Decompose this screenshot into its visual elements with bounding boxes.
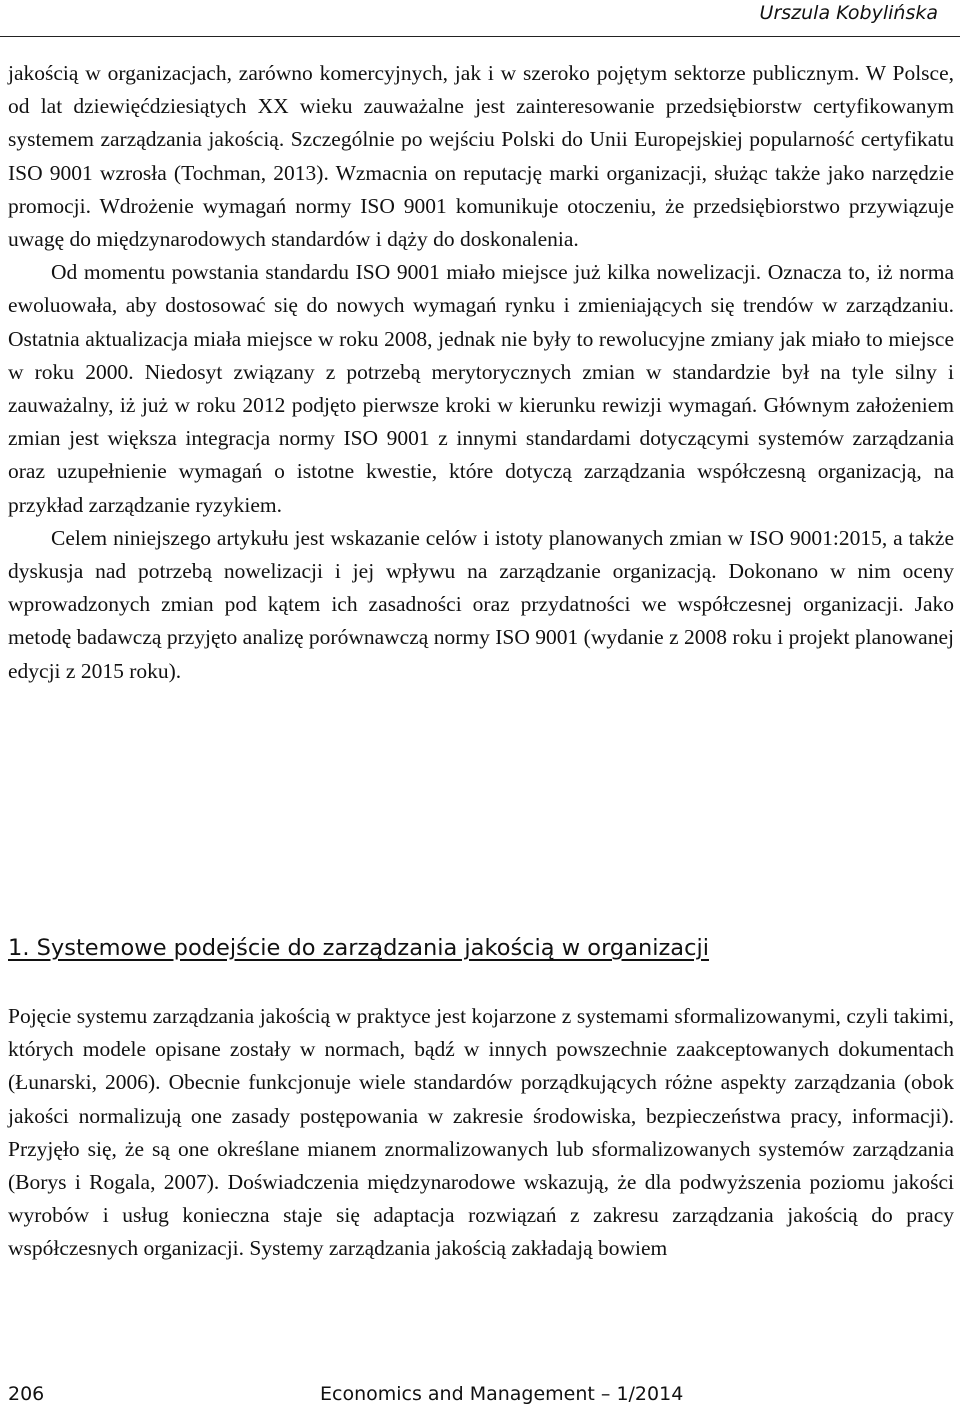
paragraph: Pojęcie systemu zarządzania jakością w praktyce jest kojarzone z systemami sformalizowanymi, czyli takimi, których modele opisane zostały w normach, bądź w innych powszechnie zaakceptowanych dokumentach (Łunarski, 2006). Obecnie funkcjonuje wiele standardów porządkujących różne aspekty zarządzania (obok jakości normalizują one zasady postępowania w zakresie środowiska, bezpieczeństwa pracy, informacji). Przyjęło się, że są one określane mianem znormalizowanych lub sformalizowanych systemów zarządzania (Borys i Rogala, 2007). Doświadczenia międzynarodowe wskazują, że dla podwyższenia poziomu jakości wyrobów i usług konieczna staje się adaptacja rozwiązań z zakresu zarządzania jakością do pracy współczesnych organizacji. Systemy zarządzania jakością zakładają bowiem xyxy=(8,1004,954,1261)
paragraph: Celem niniejszego artykułu jest wskazanie celów i istoty planowanych zmian w ISO 9001:2015, a także dyskusja nad potrzebą nowelizacji i jej wpływu na zarządzanie organizacją. Dokonano w nim oceny wprowadzonych zmian pod kątem ich zasadności oraz przydatności we współczesnej organizacji. Jako metodę badawczą przyjęto analizę porównawczą normy ISO 9001 (wydanie z 2008 roku i projekt planowanej edycji z 2015 roku). xyxy=(8,525,954,683)
paragraph: Od momentu powstania standardu ISO 9001 miało miejsce już kilka nowelizacji. Oznacza to, iż norma ewoluowała, aby dostosować się do nowych wymagań rynku i zmieniających się trendów w zarządzaniu. Ostatnia aktualizacja miała miejsce w roku 2008, jednak nie były to rewolucyjne zmiany jak miało to miejsce w roku 2000. Niedosyt związany z potrzebą merytorycznych zmian w standardzie był na tyle silny i zauważalny, iż już w roku 2012 podjęto pierwsze kroki w kierunku rewizji wymagań. Głównym założeniem zmian jest większa integracja normy ISO 9001 z innymi standardami dotyczącymi systemów zarządzania oraz uzupełnienie wymagań o istotne kwestie, które dotyczą zarządzania współczesną organizacją, na przykład zarządzanie ryzykiem. xyxy=(8,260,954,517)
article-body xyxy=(8,57,954,688)
journal-title: Economics and Management – 1/2014 xyxy=(320,1383,684,1405)
paragraph: jakością w organizacjach, zarówno komercyjnych, jak i w szeroko pojętym sektorze publicznym. W Polsce, od lat dziewięćdziesiątych XX wieku zauważalne jest zainteresowanie przedsiębiorstw certyfikowanym systemem zarządzania jakością. Szczególnie po wejściu Polski do Unii Europejskiej popularność certyfikatu ISO 9001 wzrosła (Tochman, 2013). Wzmacnia on reputację marki organizacji, służąc także jako narzędzie promocji. Wdrożenie wymagań normy ISO 9001 komunikuje otoczeniu, że przedsiębiorstwo przywiązuje uwagę do międzynarodowych standardów i dąży do doskonalenia. xyxy=(8,61,954,252)
section-heading: 1. Systemowe podejście do zarządzania jakością w organizacji xyxy=(8,935,709,961)
section-body xyxy=(8,1000,954,1266)
author-name: Urszula Kobylińska xyxy=(759,2,938,24)
page-number: 206 xyxy=(8,1383,45,1405)
running-header xyxy=(0,0,960,37)
page-footer xyxy=(8,1380,954,1408)
